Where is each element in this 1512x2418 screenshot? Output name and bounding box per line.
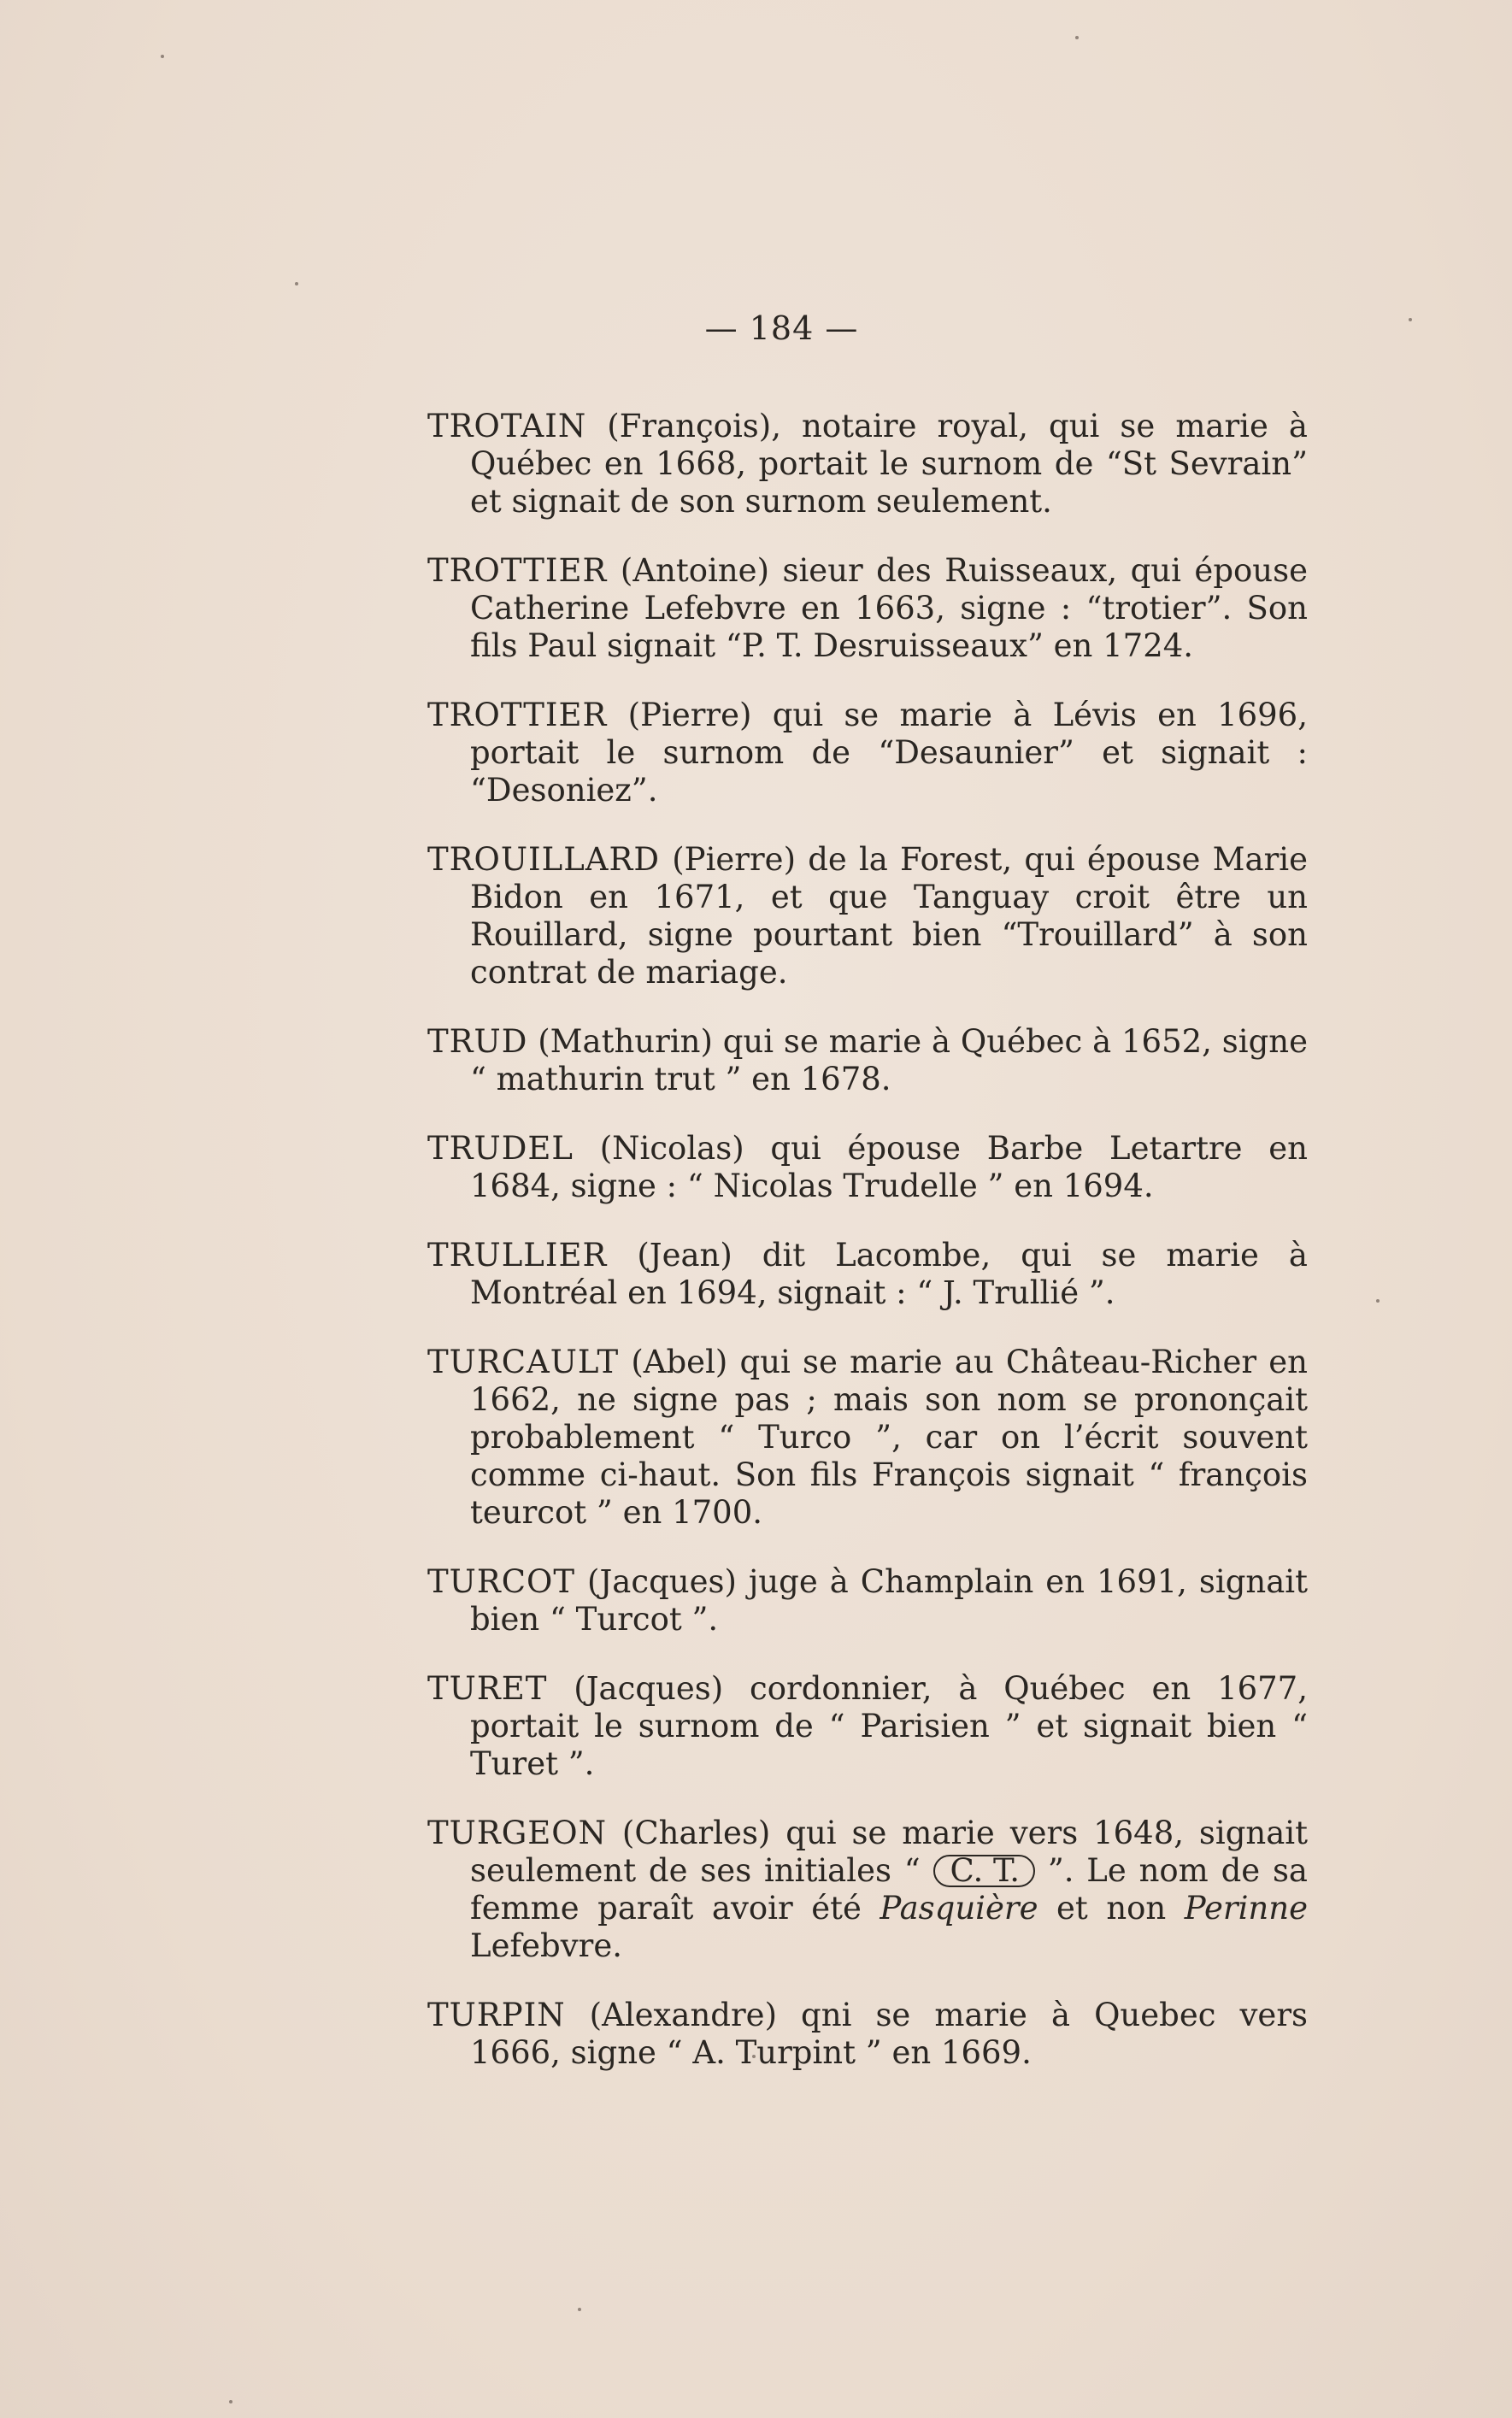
entry-italic-name: Perinne (1184, 1890, 1308, 1927)
entry-trullier (427, 1237, 1308, 1312)
entry-trotain (427, 408, 1308, 521)
paper-speck (161, 55, 164, 58)
entry-text: (Abel) qui se marie au Château-Richer en 1662, ne signe pas ; mais son nom se prononçait probablement “ Turco ”, car on l’écrit souvent comme ci-haut. Son fils François signait “ françois teurcot ” en 1700. (470, 1344, 1308, 1531)
entry-text: (Jacques) juge à Champlain en 1691, signait bien “ Turcot ”. (470, 1563, 1308, 1638)
entry-surname: TURCAULT (427, 1344, 620, 1380)
entry-turet (427, 1670, 1308, 1783)
paper-speck (1376, 1299, 1380, 1303)
entry-text: et non (1038, 1890, 1185, 1927)
paper-speck (295, 282, 298, 285)
paper-speck (229, 2400, 232, 2403)
entry-surname: TRUDEL (427, 1130, 574, 1167)
entry-turpin (427, 1997, 1308, 2072)
entry-turcault (427, 1344, 1308, 1532)
entry-list (427, 376, 1308, 2084)
entry-surname: TRULLIER (427, 1237, 608, 1274)
entry-text: (Antoine) sieur des Ruisseaux, qui épouse Catherine Lefebvre en 1663, signe : “trotier”. Son fils Paul signait “P. T. Desruisseaux” en 1724. (470, 552, 1308, 664)
entry-trudel (427, 1130, 1308, 1205)
entry-surname: TURET (427, 1670, 548, 1707)
entry-surname: TROUILLARD (427, 841, 661, 878)
entry-text: Lefebvre. (470, 1927, 622, 1964)
entry-surname: TURPIN (427, 1997, 566, 2033)
signature-initials: C. T. (933, 1855, 1036, 1887)
entry-text: (Jacques) cordonnier, à Québec en 1677, portait le surnom de “ Parisien ” et signait bien “ Turet ”. (470, 1670, 1308, 1782)
entry-italic-name: Pasquière (880, 1890, 1038, 1927)
entry-trottier-pierre (427, 697, 1308, 809)
entry-surname: TROTTIER (427, 697, 608, 733)
entry-text: (Jean) dit Lacombe, qui se marie à Montréal en 1694, signait : “ J. Trullié ”. (470, 1237, 1308, 1311)
paper-speck (578, 2308, 581, 2311)
page-number: — 184 — (704, 309, 859, 347)
entry-text: (Alexandre) qni se marie à Quebec vers 1666, signe “ A. Turpint ” en 1669. (470, 1997, 1308, 2071)
entry-surname: TROTAIN (427, 408, 587, 444)
paper-speck (1075, 36, 1079, 39)
entry-trouillard (427, 841, 1308, 991)
entry-surname: TRUD (427, 1023, 528, 1060)
entry-text: (Charles) qui se marie vers 1648, signait seulement de ses initiales “ (470, 1815, 1308, 1889)
entry-turcot (427, 1563, 1308, 1638)
entry-trottier-antoine (427, 552, 1308, 665)
entry-text: (Mathurin) qui se marie à Québec à 1652, signe “ mathurin trut ” en 1678. (470, 1023, 1308, 1097)
entry-turgeon (427, 1815, 1308, 1965)
entry-text: (Pierre) de la Forest, qui épouse Marie Bidon en 1671, et que Tanguay croit être un Rouillard, signe pourtant bien “Trouillard” à son contrat de mariage. (470, 841, 1308, 991)
entry-surname: TURCOT (427, 1563, 576, 1600)
entry-text: (François), notaire royal, qui se marie à Québec en 1668, portait le surnom de “St Sevrain” et signait de son surnom seulement. (470, 408, 1308, 520)
entry-trud (427, 1023, 1308, 1098)
entry-text: (Pierre) qui se marie à Lévis en 1696, portait le surnom de “Desaunier” et signait : “Desoniez”. (470, 697, 1308, 809)
entry-surname: TROTTIER (427, 552, 608, 589)
entry-surname: TURGEON (427, 1815, 607, 1851)
entry-text: ”. Le nom de sa femme paraît avoir été (470, 1852, 1308, 1927)
entry-text: (Nicolas) qui épouse Barbe Letartre en 1684, signe : “ Nicolas Trudelle ” en 1694. (470, 1130, 1308, 1204)
